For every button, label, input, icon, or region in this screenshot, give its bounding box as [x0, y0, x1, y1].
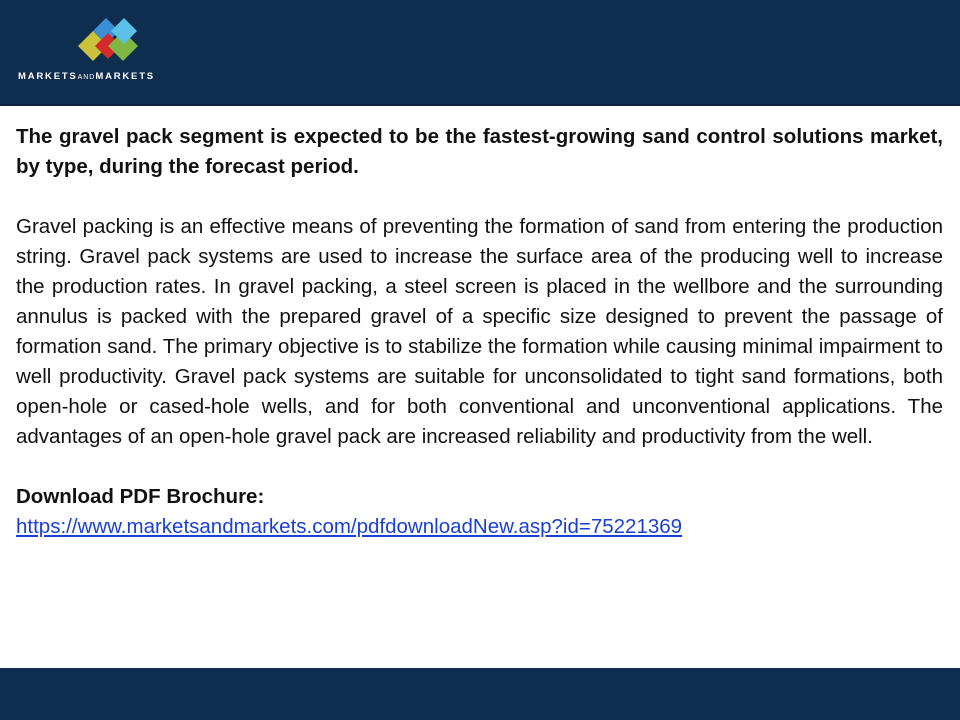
diamond-cluster-icon — [58, 18, 158, 68]
section-heading: The gravel pack segment is expected to be the fastest-growing sand control solutions market, by type, during the forecast period. — [16, 125, 943, 178]
spacer — [16, 452, 943, 482]
logo-wordmark: MARKETSANDMARKETS — [18, 71, 155, 82]
footer-band — [0, 668, 960, 720]
body-paragraph: Gravel packing is an effective means of preventing the formation of sand from entering the production string. Gravel pack systems are used to increase the surface area of the producing well to increase the production rates. In gravel packing, a steel screen is placed in the wellbore and the surrounding annulus is packed with the prepared gravel of a specific size designed to prevent the passage of formation sand. The primary objective is to stabilize the formation while causing minimal impairment to well productivity. Gravel pack systems are suitable for unconsolidated to tight sand formations, both open-hole or cased-hole wells, and for both conventional and unconventional applications. The advantages of an open-hole gravel pack are increased reliability and productivity from the well. — [16, 215, 943, 448]
download-label: Download PDF Brochure: — [16, 485, 265, 508]
header-band — [0, 0, 960, 104]
download-block — [16, 482, 943, 542]
marketsandmarkets-logo[interactable] — [18, 18, 198, 88]
brochure-download-link[interactable]: https://www.marketsandmarkets.com/pdfdownloadNew.asp?id=75221369 — [16, 515, 683, 538]
spacer — [16, 182, 943, 212]
header-divider — [0, 104, 960, 106]
slide-content — [16, 122, 943, 542]
